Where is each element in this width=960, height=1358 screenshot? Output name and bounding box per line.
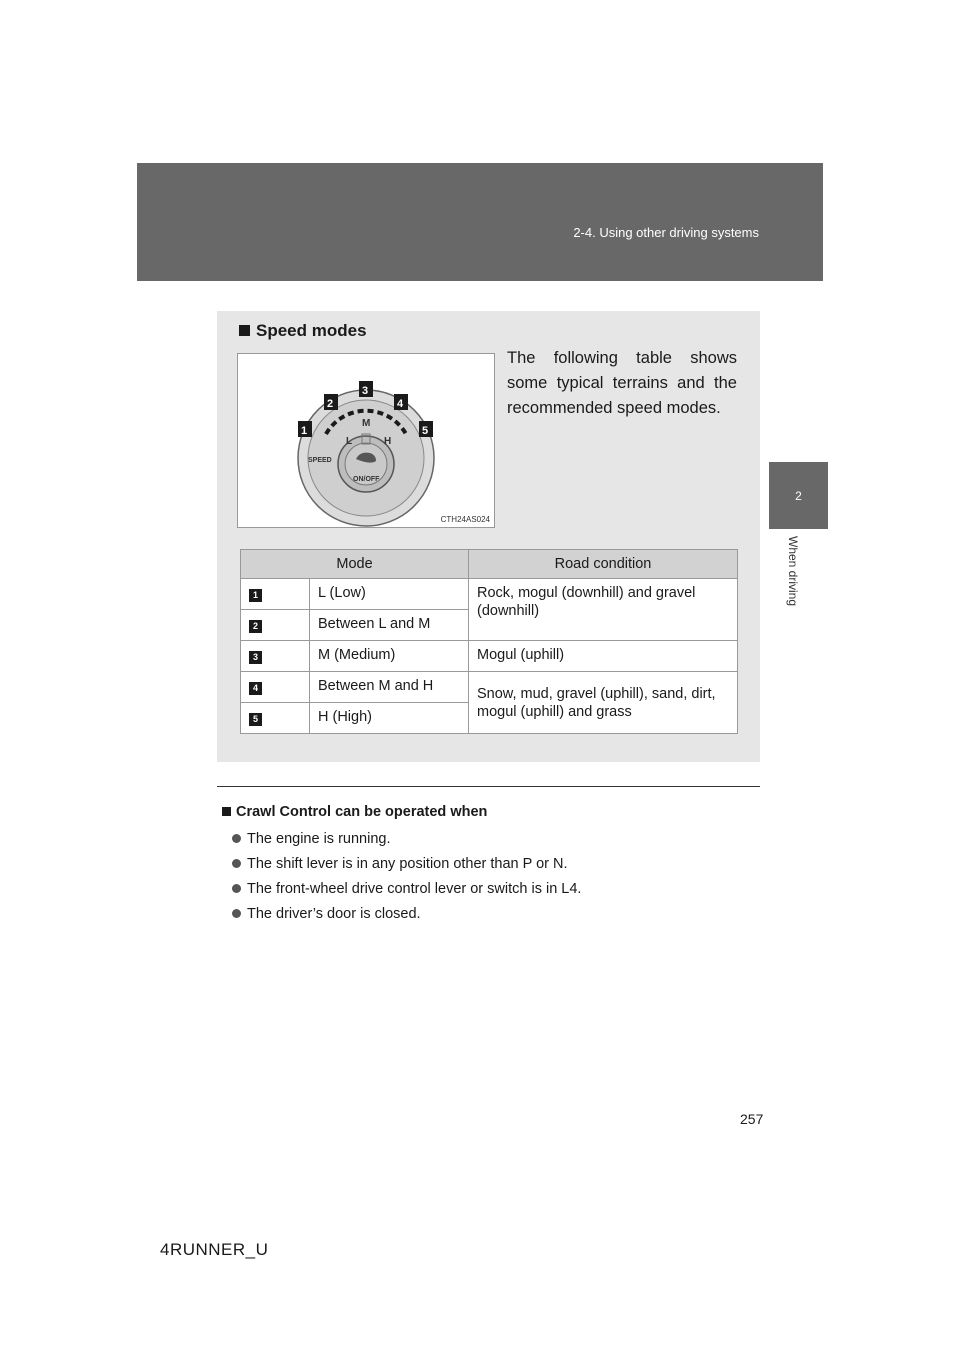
mode-number-cell [241, 641, 310, 672]
chapter-tab: 2 [769, 462, 828, 529]
list-item-text: The engine is running. [247, 831, 391, 847]
mode-badge: 3 [249, 651, 262, 664]
mode-cell: H (High) [310, 703, 469, 734]
header-mode: Mode [241, 550, 469, 579]
intro-text: The following table shows some typical terrains and the recommended speed modes. [507, 349, 737, 417]
panel-title-text: Speed modes [256, 321, 367, 340]
figure-badge-5: 5 [422, 425, 429, 437]
list-item [232, 906, 762, 922]
speed-dial-illustration [238, 354, 494, 527]
figure-badge-2: 2 [327, 398, 334, 410]
chapter-title: When driving [786, 536, 800, 607]
mode-badge: 4 [249, 682, 262, 695]
bullet-icon [232, 884, 241, 893]
dial-label-M: M [362, 418, 371, 429]
mode-badge: 1 [249, 589, 262, 602]
figure-code: CTH24AS024 [440, 515, 490, 524]
model-code: 4RUNNER_U [160, 1240, 269, 1259]
square-bullet-icon [222, 807, 231, 816]
condition-cell: Rock, mogul (downhill) and gravel (downhill) [469, 579, 738, 641]
dial-label-L: L [346, 436, 353, 447]
list-item-text: The front-wheel drive control lever or switch is in L4. [247, 881, 582, 897]
bullet-icon [232, 909, 241, 918]
panel-title [239, 321, 367, 341]
speed-modes-panel [217, 311, 760, 762]
page-number: 257 [740, 1111, 764, 1127]
mode-number-cell [241, 579, 310, 610]
table-row [241, 579, 738, 610]
list-item [232, 856, 762, 872]
list-item [232, 881, 762, 897]
section-divider [217, 786, 760, 787]
bullet-icon [232, 834, 241, 843]
dial-label-onoff: ON/OFF [353, 476, 380, 483]
dial-label-speed: SPEED [308, 457, 332, 464]
table-row [241, 672, 738, 703]
crawl-control-note [222, 804, 762, 931]
list-item-text: The driver’s door is closed. [247, 906, 421, 922]
header-band [137, 163, 823, 281]
mode-cell: M (Medium) [310, 641, 469, 672]
figure-badge-1: 1 [301, 425, 308, 437]
mode-badge: 2 [249, 620, 262, 633]
square-bullet-icon [239, 325, 250, 336]
mode-number-cell [241, 703, 310, 734]
mode-number-cell [241, 610, 310, 641]
list-item-text: The shift lever is in any position other than P or N. [247, 856, 568, 872]
table-row [241, 641, 738, 672]
figure-badge-4: 4 [397, 398, 404, 410]
list-item [232, 831, 762, 847]
mode-cell: L (Low) [310, 579, 469, 610]
table-header-row [241, 550, 738, 579]
header-road-condition: Road condition [469, 550, 738, 579]
figure-badge-3: 3 [362, 385, 369, 397]
condition-cell: Snow, mud, gravel (uphill), sand, dirt, mogul (uphill) and grass [469, 672, 738, 734]
mode-cell: Between M and H [310, 672, 469, 703]
speed-dial-figure [237, 353, 495, 528]
speed-modes-table [240, 549, 738, 734]
note-heading-text: Crawl Control can be operated when [236, 804, 488, 820]
bullet-icon [232, 859, 241, 868]
mode-cell: Between L and M [310, 610, 469, 641]
mode-number-cell [241, 672, 310, 703]
note-heading [222, 804, 762, 820]
condition-cell: Mogul (uphill) [469, 641, 738, 672]
section-title: 2-4. Using other driving systems [573, 225, 759, 240]
mode-badge: 5 [249, 713, 262, 726]
dial-label-H: H [384, 436, 392, 447]
